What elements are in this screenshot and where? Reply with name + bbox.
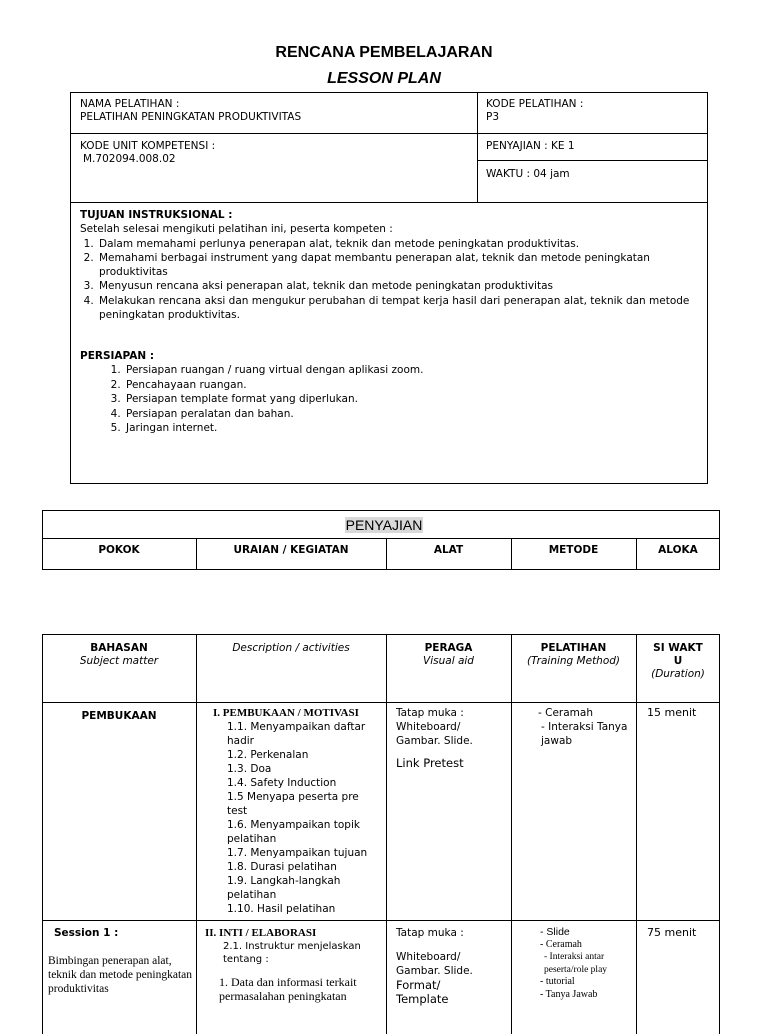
kode-value: P3 — [486, 111, 500, 123]
alat-line: Tatap muka : — [396, 707, 464, 719]
hdr-waktu-italic: (Duration) — [651, 668, 705, 680]
metode-item: - Slide — [540, 926, 570, 938]
row2-session-label: Session 1 : — [54, 927, 119, 939]
row2-waktu: 75 menit — [647, 926, 697, 939]
persiapan-item: 2. Pencahayaan ruangan. — [124, 378, 680, 392]
hdr-peraga — [386, 642, 511, 668]
document-title: RENCANA PEMBELAJARAN — [275, 44, 493, 61]
col-alat: ALAT — [433, 544, 464, 556]
row1-uraian — [213, 706, 381, 916]
uraian-item: 1.6. Menyampaikan topik pelatihan — [227, 819, 360, 845]
alat-line: Gambar. Slide. — [396, 965, 473, 977]
metode-item: - Ceramah — [540, 938, 582, 950]
persiapan-item: 3. Persiapan template format yang diperlukan. — [124, 392, 680, 406]
main-divider-h2 — [42, 920, 720, 921]
row1-alat — [396, 706, 508, 770]
uraian-item: 1.3. Doa — [227, 763, 272, 775]
metode-item: - Interaksi antar peserta/role play — [544, 952, 608, 975]
tujuan-item: 3. Menyusun rencana aksi penerapan alat, teknik dan metode peningkatan produktivitas — [97, 279, 705, 293]
tujuan-list — [80, 237, 705, 323]
alat-line: Tatap muka : — [396, 927, 464, 939]
alat-link-pretest: Link Pretest — [396, 756, 464, 770]
tujuan-item: 2. Memahami berbagai instrument yang dapat membantu penerapan alat, teknik dan metode peningkatan produktivitas — [97, 251, 705, 280]
hdr-waktu — [648, 642, 708, 681]
hdr-description — [196, 642, 386, 655]
unit-kompetensi — [80, 140, 215, 166]
uraian-item: 1.10. Hasil pelatihan — [227, 903, 336, 915]
row1-metode — [538, 706, 634, 748]
hdr-description-italic: Description / activities — [232, 642, 350, 654]
hdr-waktu-bold: SI WAKT U — [653, 642, 703, 667]
col-uraian: URAIAN / KEGIATAN — [233, 544, 349, 556]
nama-value: PELATIHAN PENINGKATAN PRODUKTIVITAS — [80, 111, 302, 123]
unit-value: M.702094.008.02 — [83, 153, 176, 165]
row2-uraian-intro: 2.1. Instruktur menjelaskan tentang : — [223, 941, 361, 965]
metode-item: - Ceramah — [538, 707, 593, 719]
nama-pelatihan — [80, 98, 301, 124]
hdr-bahasan-bold: BAHASAN — [90, 642, 148, 654]
info-divider-h3 — [70, 202, 708, 203]
kode-pelatihan — [486, 98, 583, 124]
hdr-pelatihan — [511, 642, 636, 668]
persiapan-heading: PERSIAPAN : — [80, 350, 155, 362]
row1-pokok: PEMBUKAAN — [81, 710, 157, 722]
metode-item: - tutorial — [540, 976, 575, 987]
main-col-divider — [636, 634, 637, 1034]
main-col-divider — [511, 634, 512, 1034]
tujuan-section — [80, 208, 705, 322]
alat-line: Whiteboard/ — [396, 721, 461, 733]
metode-item: - Tanya Jawab — [540, 988, 598, 1000]
kode-label: KODE PELATIHAN : — [486, 98, 584, 110]
row2-uraian-title: II. INTI / ELABORASI — [205, 927, 317, 939]
row2-pokok-desc: Bimbingan penerapan alat, teknik dan metode peningkatan produktivitas — [48, 955, 193, 995]
uraian-item: 1.1. Menyampaikan daftar hadir — [227, 721, 366, 747]
hdr-bahasan — [42, 642, 196, 668]
hdr-pelatihan-bold: PELATIHAN — [540, 642, 607, 654]
tujuan-intro: Setelah selesai mengikuti pelatihan ini, peserta kompeten : — [80, 223, 393, 236]
uraian-item: 1.7. Menyampaikan tujuan — [227, 847, 368, 859]
main-col-divider — [386, 634, 387, 1034]
persiapan-list — [80, 363, 680, 435]
col-pokok: POKOK — [98, 544, 140, 556]
alat-line: Gambar. Slide. — [396, 735, 473, 747]
penyajian-title: PENYAJIAN — [345, 517, 423, 533]
waktu-total: WAKTU : 04 jam — [486, 168, 570, 180]
penyajian-ke: PENYAJIAN : KE 1 — [486, 140, 575, 152]
uraian-item: 1.4. Safety Induction — [227, 777, 337, 789]
tujuan-item: 1. Dalam memahami perlunya penerapan alat, teknik dan metode peningkatan produktivitas. — [97, 237, 705, 251]
row1-uraian-title: I. PEMBUKAAN / MOTIVASI — [213, 707, 359, 719]
uraian-item: 1.8. Durasi pelatihan — [227, 861, 337, 873]
hdr-bahasan-italic: Subject matter — [79, 655, 159, 667]
row1-waktu: 15 menit — [647, 706, 697, 719]
persiapan-section — [80, 349, 680, 435]
hdr-peraga-bold: PERAGA — [424, 642, 473, 654]
tujuan-item: 4. Melakukan rencana aksi dan mengukur perubahan di tempat kerja hasil dari penerapan alat, teknik dan metode peningkatan produktivitas. — [97, 294, 705, 323]
alat-line: Whiteboard/ — [396, 951, 461, 963]
hdr-pelatihan-italic: (Training Method) — [526, 655, 621, 667]
document-subtitle: LESSON PLAN — [327, 70, 441, 87]
persiapan-item: 1. Persiapan ruangan / ruang virtual dengan aplikasi zoom. — [124, 363, 680, 377]
info-divider-h2 — [477, 160, 708, 161]
uraian-item: 1.5 Menyapa peserta pre test — [227, 791, 359, 817]
metode-item: - Interaksi Tanya jawab — [541, 721, 628, 747]
uraian-item: 1.2. Perkenalan — [227, 749, 309, 761]
main-divider-h1 — [42, 702, 720, 703]
row2-metode — [540, 926, 634, 1001]
nama-label: NAMA PELATIHAN : — [80, 98, 180, 110]
penyajian-title-wrap — [0, 515, 768, 534]
alat-line: Format/ — [396, 978, 441, 992]
main-col-divider — [196, 634, 197, 1034]
info-divider-v — [477, 92, 478, 202]
row2-alat — [396, 926, 508, 1006]
uraian-item: 1.9. Langkah-langkah pelatihan — [227, 875, 341, 901]
unit-label: KODE UNIT KOMPETENSI : — [80, 140, 216, 152]
col-metode: METODE — [548, 544, 599, 556]
persiapan-item: 4. Persiapan peralatan dan bahan. — [124, 407, 680, 421]
tujuan-heading: TUJUAN INSTRUKSIONAL : — [80, 209, 233, 221]
row2-session — [54, 926, 118, 940]
info-divider-h1 — [70, 133, 708, 134]
hdr-peraga-italic: Visual aid — [423, 655, 474, 667]
persiapan-item: 5. Jaringan internet. — [124, 421, 680, 435]
penyajian-divider-h — [42, 538, 720, 539]
row2-uraian — [205, 926, 383, 1003]
alat-line: Template — [396, 992, 449, 1006]
row2-uraian-item: 1. Data dan informasi terkait permasalahan peningkatan — [219, 975, 357, 1003]
col-aloka: ALOKA — [658, 544, 698, 556]
